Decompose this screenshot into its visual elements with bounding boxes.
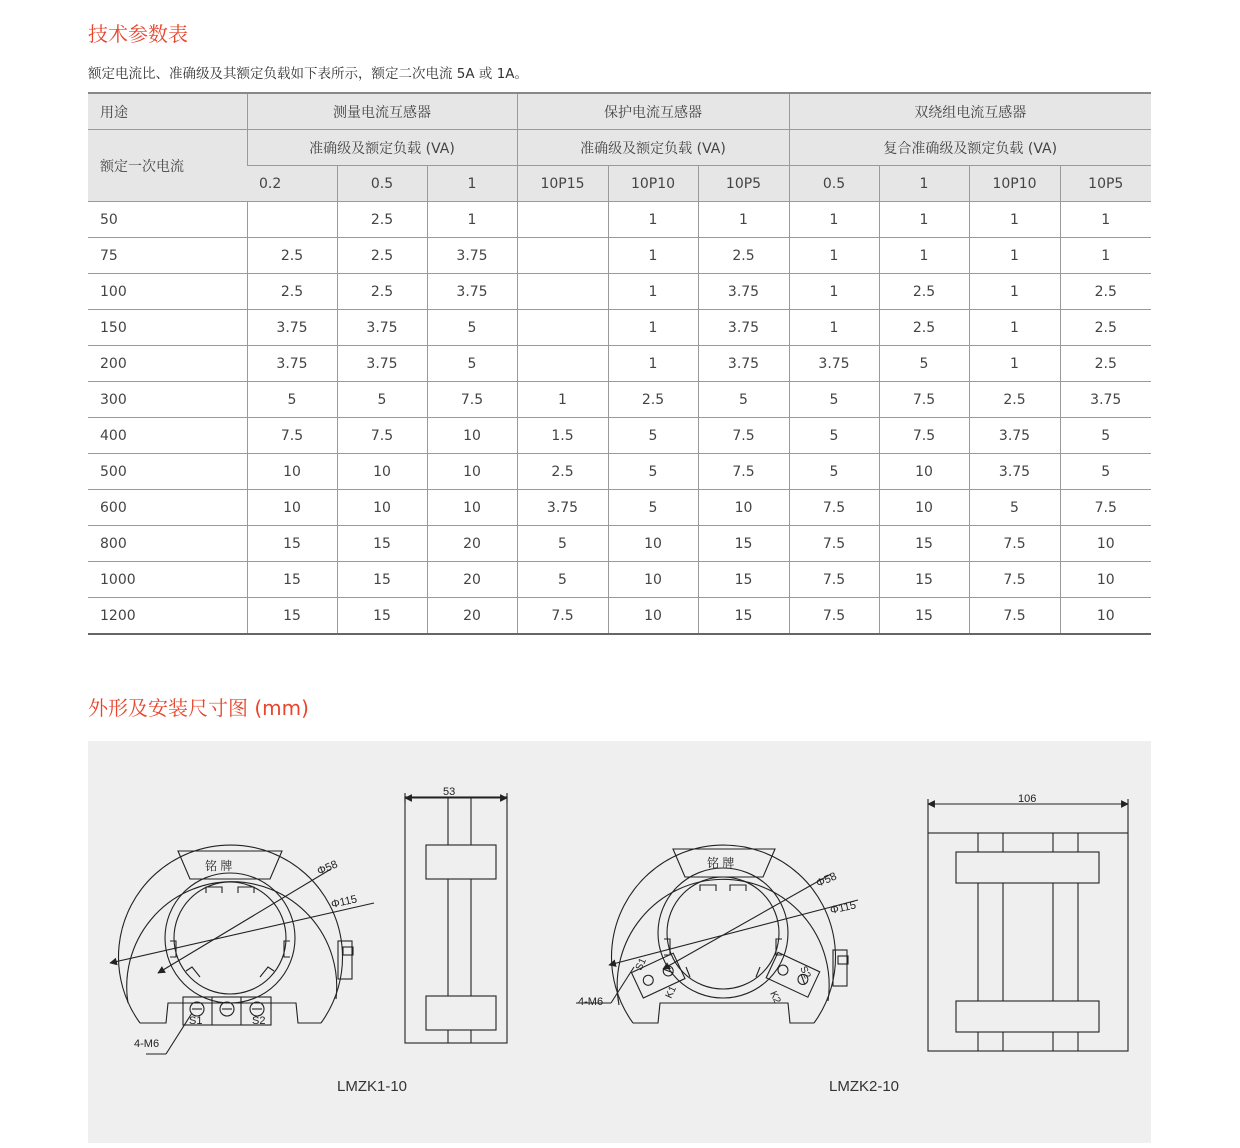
k1-label-2: K1 xyxy=(663,984,679,1001)
table-cell: 10 xyxy=(1060,598,1151,635)
rated-current-cell: 1200 xyxy=(88,598,247,635)
table-cell: 5 xyxy=(337,382,427,418)
table-cell: 10 xyxy=(427,418,517,454)
table-cell: 5 xyxy=(789,418,879,454)
table-cell: 10 xyxy=(698,490,789,526)
rated-current-cell: 500 xyxy=(88,454,247,490)
table-cell: 15 xyxy=(337,562,427,598)
table-cell: 15 xyxy=(698,526,789,562)
table-cell: 2.5 xyxy=(517,454,608,490)
table-cell: 1 xyxy=(879,202,969,238)
table-cell: 15 xyxy=(247,598,337,635)
rated-current-cell: 400 xyxy=(88,418,247,454)
table-cell: 1.5 xyxy=(517,418,608,454)
table-cell: 5 xyxy=(247,382,337,418)
table-cell: 7.5 xyxy=(879,418,969,454)
table-cell: 1 xyxy=(608,202,698,238)
table-cell: 10 xyxy=(1060,562,1151,598)
s2-label-2: S2 xyxy=(797,964,813,981)
header-group: 双绕组电流互感器 xyxy=(789,93,1151,130)
table-cell: 5 xyxy=(969,490,1060,526)
table-cell: 5 xyxy=(427,346,517,382)
table-cell: 2.5 xyxy=(1060,310,1151,346)
rated-current-cell: 50 xyxy=(88,202,247,238)
table-cell: 20 xyxy=(427,598,517,635)
table-cell: 1 xyxy=(789,274,879,310)
side-view-lmzk2 xyxy=(928,799,1128,1051)
table-row xyxy=(88,274,1151,310)
table-cell: 2.5 xyxy=(337,274,427,310)
table-cell: 7.5 xyxy=(337,418,427,454)
table-cell: 2.5 xyxy=(1060,346,1151,382)
table-cell: 2.5 xyxy=(247,238,337,274)
header-class: 0.5 xyxy=(337,166,427,202)
header-class: 0.5 xyxy=(789,166,879,202)
table-cell: 15 xyxy=(879,562,969,598)
table-cell: 1 xyxy=(608,238,698,274)
width-label-2: 106 xyxy=(1018,793,1037,805)
header-class: 1 xyxy=(879,166,969,202)
table-cell: 3.75 xyxy=(337,346,427,382)
table-cell xyxy=(517,202,608,238)
table-cell: 10 xyxy=(247,454,337,490)
header-subgroup: 准确级及额定负载 (VA) xyxy=(247,130,517,166)
table-cell: 15 xyxy=(247,562,337,598)
header-class: 10P15 xyxy=(517,166,608,202)
table-row xyxy=(88,238,1151,274)
table-cell: 1 xyxy=(698,202,789,238)
table-cell: 7.5 xyxy=(789,598,879,635)
drawing-caption-lmzk2: LMZK2-10 xyxy=(829,1078,900,1095)
rated-current-cell: 75 xyxy=(88,238,247,274)
table-cell: 1 xyxy=(969,238,1060,274)
table-cell: 1 xyxy=(608,310,698,346)
dia-outer-label-2: Φ115 xyxy=(828,899,858,917)
table-cell: 3.75 xyxy=(969,454,1060,490)
rated-current-cell: 300 xyxy=(88,382,247,418)
header-group: 保护电流互感器 xyxy=(517,93,789,130)
header-class: 10P10 xyxy=(608,166,698,202)
dia-outer-label-1: Φ115 xyxy=(329,893,359,911)
table-cell: 7.5 xyxy=(698,418,789,454)
table-cell: 7.5 xyxy=(427,382,517,418)
table-cell: 5 xyxy=(517,562,608,598)
header-group: 测量电流互感器 xyxy=(247,93,517,130)
table-cell: 1 xyxy=(789,310,879,346)
table-row xyxy=(88,202,1151,238)
table-cell: 10 xyxy=(247,490,337,526)
table-cell: 3.75 xyxy=(789,346,879,382)
table-cell: 10 xyxy=(608,598,698,635)
table-cell: 10 xyxy=(1060,526,1151,562)
table-cell: 2.5 xyxy=(879,274,969,310)
table-row xyxy=(88,526,1151,562)
table-cell: 20 xyxy=(427,526,517,562)
table-cell: 20 xyxy=(427,562,517,598)
table-row xyxy=(88,454,1151,490)
nameplate-label-1: 铭 牌 xyxy=(205,859,233,873)
side-view-lmzk1 xyxy=(405,793,507,1043)
section-title-drawings: 外形及安装尺寸图 (mm) xyxy=(88,696,309,720)
rated-current-cell: 800 xyxy=(88,526,247,562)
table-cell: 7.5 xyxy=(969,598,1060,635)
table-cell: 1 xyxy=(969,274,1060,310)
intro-text: 额定电流比、准确级及其额定负载如下表所示，额定二次电流 5A 或 1A。 xyxy=(88,66,529,82)
table-cell: 7.5 xyxy=(517,598,608,635)
table-cell: 3.75 xyxy=(1060,382,1151,418)
table-cell: 5 xyxy=(879,346,969,382)
table-cell: 15 xyxy=(337,526,427,562)
table-cell: 5 xyxy=(789,382,879,418)
header-usage: 用途 xyxy=(88,93,247,130)
table-row xyxy=(88,310,1151,346)
table-cell: 7.5 xyxy=(879,382,969,418)
table-cell: 3.75 xyxy=(337,310,427,346)
header-subgroup: 复合准确级及额定负载 (VA) xyxy=(789,130,1151,166)
table-cell: 1 xyxy=(1060,238,1151,274)
table-cell: 15 xyxy=(698,562,789,598)
s1-label-1: S1 xyxy=(189,1015,203,1027)
table-cell: 3.75 xyxy=(698,346,789,382)
table-cell: 10 xyxy=(608,526,698,562)
s1-label-2: S1 xyxy=(633,956,649,973)
table-cell: 10 xyxy=(608,562,698,598)
table-cell: 7.5 xyxy=(969,562,1060,598)
table-cell: 1 xyxy=(517,382,608,418)
table-cell: 15 xyxy=(879,598,969,635)
table-cell: 7.5 xyxy=(789,490,879,526)
table-cell: 2.5 xyxy=(969,382,1060,418)
dimension-drawings xyxy=(88,741,1151,1143)
table-cell: 3.75 xyxy=(427,274,517,310)
table-cell: 3.75 xyxy=(698,274,789,310)
table-row xyxy=(88,382,1151,418)
table-cell xyxy=(517,274,608,310)
section-title-specs: 技术参数表 xyxy=(88,22,188,46)
table-cell xyxy=(517,238,608,274)
table-cell: 15 xyxy=(247,526,337,562)
rated-current-cell: 600 xyxy=(88,490,247,526)
table-cell: 2.5 xyxy=(337,238,427,274)
table-cell: 1 xyxy=(608,346,698,382)
table-cell: 5 xyxy=(517,526,608,562)
table-cell: 7.5 xyxy=(1060,490,1151,526)
table-cell: 7.5 xyxy=(247,418,337,454)
header-class: 0.2 xyxy=(247,166,337,202)
table-cell: 15 xyxy=(698,598,789,635)
header-class: 10P10 xyxy=(969,166,1060,202)
table-cell: 2.5 xyxy=(337,202,427,238)
header-class: 10P5 xyxy=(1060,166,1151,202)
table-cell: 5 xyxy=(1060,418,1151,454)
width-label-1: 53 xyxy=(443,786,456,798)
table-header xyxy=(88,93,1151,202)
table-cell: 10 xyxy=(427,490,517,526)
table-cell: 2.5 xyxy=(247,274,337,310)
table-cell: 1 xyxy=(969,310,1060,346)
table-row xyxy=(88,346,1151,382)
table-row xyxy=(88,598,1151,635)
header-rated-current: 额定一次电流 xyxy=(88,130,247,202)
table-row xyxy=(88,490,1151,526)
table-cell: 3.75 xyxy=(698,310,789,346)
table-cell: 1 xyxy=(969,202,1060,238)
table-cell: 5 xyxy=(1060,454,1151,490)
table-cell: 1 xyxy=(427,202,517,238)
table-cell: 1 xyxy=(789,202,879,238)
table-cell xyxy=(247,202,337,238)
table-cell: 7.5 xyxy=(969,526,1060,562)
table-body xyxy=(88,202,1151,635)
dia-inner-label-1: Φ58 xyxy=(315,858,340,878)
table-cell: 3.75 xyxy=(247,346,337,382)
header-class: 10P5 xyxy=(698,166,789,202)
k2-label-2: K2 xyxy=(767,989,783,1006)
table-cell: 10 xyxy=(879,454,969,490)
front-view-lmzk1 xyxy=(110,845,374,1054)
table-row xyxy=(88,562,1151,598)
table-cell: 2.5 xyxy=(608,382,698,418)
table-cell: 7.5 xyxy=(789,562,879,598)
screw-label-1: 4-M6 xyxy=(134,1038,160,1050)
drawing-caption-lmzk1: LMZK1-10 xyxy=(337,1078,408,1095)
table-cell: 5 xyxy=(789,454,879,490)
table-cell: 1 xyxy=(608,274,698,310)
rated-current-cell: 150 xyxy=(88,310,247,346)
header-class-row xyxy=(88,166,1151,202)
table-row xyxy=(88,418,1151,454)
table-cell: 2.5 xyxy=(1060,274,1151,310)
table-cell: 5 xyxy=(608,418,698,454)
table-cell: 3.75 xyxy=(517,490,608,526)
rated-current-cell: 100 xyxy=(88,274,247,310)
table-cell: 15 xyxy=(337,598,427,635)
rated-current-cell: 200 xyxy=(88,346,247,382)
s2-label-1: S2 xyxy=(252,1015,266,1027)
table-cell: 1 xyxy=(789,238,879,274)
table-cell: 3.75 xyxy=(969,418,1060,454)
table-cell: 5 xyxy=(608,490,698,526)
table-cell: 7.5 xyxy=(698,454,789,490)
table-cell: 1 xyxy=(969,346,1060,382)
table-cell: 10 xyxy=(337,490,427,526)
table-cell: 5 xyxy=(608,454,698,490)
table-cell: 2.5 xyxy=(698,238,789,274)
rated-current-cell: 1000 xyxy=(88,562,247,598)
table-cell: 1 xyxy=(1060,202,1151,238)
table-cell: 5 xyxy=(698,382,789,418)
dia-inner-label-2: Φ58 xyxy=(814,870,839,890)
table-cell: 3.75 xyxy=(247,310,337,346)
nameplate-label-2: 铭 牌 xyxy=(707,856,735,870)
drawing-panel xyxy=(88,741,1151,1143)
header-class: 1 xyxy=(427,166,517,202)
table-cell: 7.5 xyxy=(789,526,879,562)
table-cell: 2.5 xyxy=(879,310,969,346)
table-cell: 1 xyxy=(879,238,969,274)
table-cell: 5 xyxy=(427,310,517,346)
table-cell xyxy=(517,310,608,346)
table-cell: 10 xyxy=(337,454,427,490)
table-cell: 3.75 xyxy=(427,238,517,274)
screw-label-2: 4-M6 xyxy=(578,996,604,1008)
table-cell: 10 xyxy=(879,490,969,526)
header-subgroup: 准确级及额定负载 (VA) xyxy=(517,130,789,166)
table-cell: 10 xyxy=(427,454,517,490)
table-cell xyxy=(517,346,608,382)
spec-table xyxy=(88,92,1151,635)
table-cell: 15 xyxy=(879,526,969,562)
front-view-lmzk2 xyxy=(576,845,858,1023)
